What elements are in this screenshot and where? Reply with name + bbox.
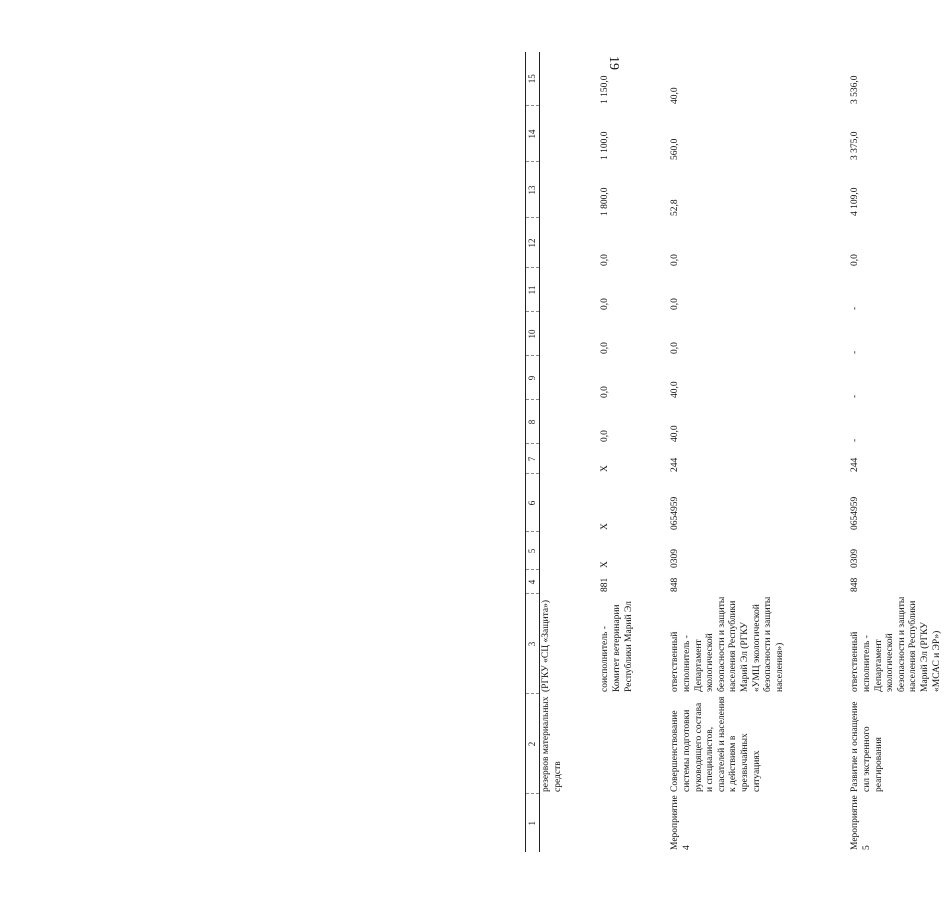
table-row [669,52,849,852]
cell-value: 0,0 [600,386,611,398]
cell-value [539,162,599,218]
cell-value [539,532,599,570]
cell-value: - [850,350,861,354]
cell-value: - [850,438,861,442]
cell-executor: (РГКУ «СЦ «Защита») [540,599,551,692]
cell-value: 40,0 [670,425,681,442]
col-header-12: 12 [526,218,540,268]
cell-value: 0,0 [600,430,611,442]
cell-value: 3 536,0 [850,75,861,104]
cell-value: 4 109,0 [850,187,861,216]
table-row [849,52,944,852]
cell-value: 0,0 [600,254,611,266]
cell-value: 0654959 [850,496,861,530]
cell-value: X [600,561,611,568]
cell-value: 0309 [670,549,681,568]
cell-value [539,218,599,268]
cell-description: Развитие и оснащение сил экстренного реагирования [850,701,884,792]
col-header-2: 2 [526,694,540,794]
cell-value: 0,0 [850,254,861,266]
cell-executor: соисполнитель - Комитет ветеринарии Республики Марий Эл [600,601,634,692]
cell-value: 881 [600,577,611,592]
cell-value [539,356,599,400]
cell-description [599,694,669,794]
col-header-9: 9 [526,356,540,400]
col-header-8: 8 [526,400,540,444]
table-row [599,52,669,852]
col-header-11: 11 [526,268,540,312]
cell-value: 1 800,0 [600,187,611,216]
cell-activity: Мероприятие 4 [670,795,693,850]
cell-executor: ответственный исполнитель - Департамент экологической безопасности и защиты населения Республики Марий Эл (РГКУ «УМЦ экологической безопасности и защиты населения») [670,596,785,692]
cell-value: 244 [850,457,861,472]
cell-value [539,570,599,594]
cell-value [539,312,599,356]
cell-value: 0654959 [670,496,681,530]
cell-value [539,268,599,312]
cell-value: 0,0 [670,298,681,310]
cell-value [539,474,599,532]
col-header-6: 6 [526,474,540,532]
table-row [539,52,599,852]
cell-value: 1 100,0 [600,131,611,160]
col-header-13: 13 [526,162,540,218]
cell-activity [599,794,669,852]
cell-value: 848 [670,577,681,592]
cell-description: резервов материальных средств [540,696,563,792]
col-header-10: 10 [526,312,540,356]
cell-activity [539,794,599,852]
cell-activity: Мероприятие 5 [850,795,873,850]
cell-value: X [600,465,611,472]
cell-value: 0,0 [600,342,611,354]
cell-value: 52,8 [670,199,681,216]
cell-value: - [850,306,861,310]
col-header-4: 4 [526,570,540,594]
rotated-table-container [525,52,942,852]
cell-executor: ответственный исполнитель - Департамент экологической безопасности и защиты населения Республики Марий Эл (РГКУ «МСАС и ЭР») [850,596,942,692]
cell-value: 244 [670,457,681,472]
cell-value: 40,0 [670,381,681,398]
cell-value: X [600,523,611,530]
cell-value: 560,0 [670,138,681,160]
col-header-7: 7 [526,444,540,474]
cell-value: 1 150,0 [600,75,611,104]
cell-value: 3 375,0 [850,131,861,160]
cell-value: 0,0 [600,298,611,310]
header-row [526,52,540,852]
col-header-14: 14 [526,106,540,162]
cell-value [539,52,599,106]
cell-value [539,444,599,474]
cell-value: 848 [850,577,861,592]
col-header-15: 15 [526,52,540,106]
cell-value: 0,0 [670,342,681,354]
budget-table [525,52,944,852]
cell-value: 0309 [850,549,861,568]
col-header-1: 1 [526,794,540,852]
cell-value: 40,0 [670,87,681,104]
col-header-3: 3 [526,594,540,694]
cell-description: Совершенствование системы подготовки руководящего состава и специалистов, спасателей и населения к действиям в чрезвычайных ситуациях [670,696,762,792]
cell-value [539,106,599,162]
page-number: 19 [606,56,621,70]
cell-value: - [850,394,861,398]
col-header-5: 5 [526,532,540,570]
cell-value: 0,0 [670,254,681,266]
cell-value [539,400,599,444]
